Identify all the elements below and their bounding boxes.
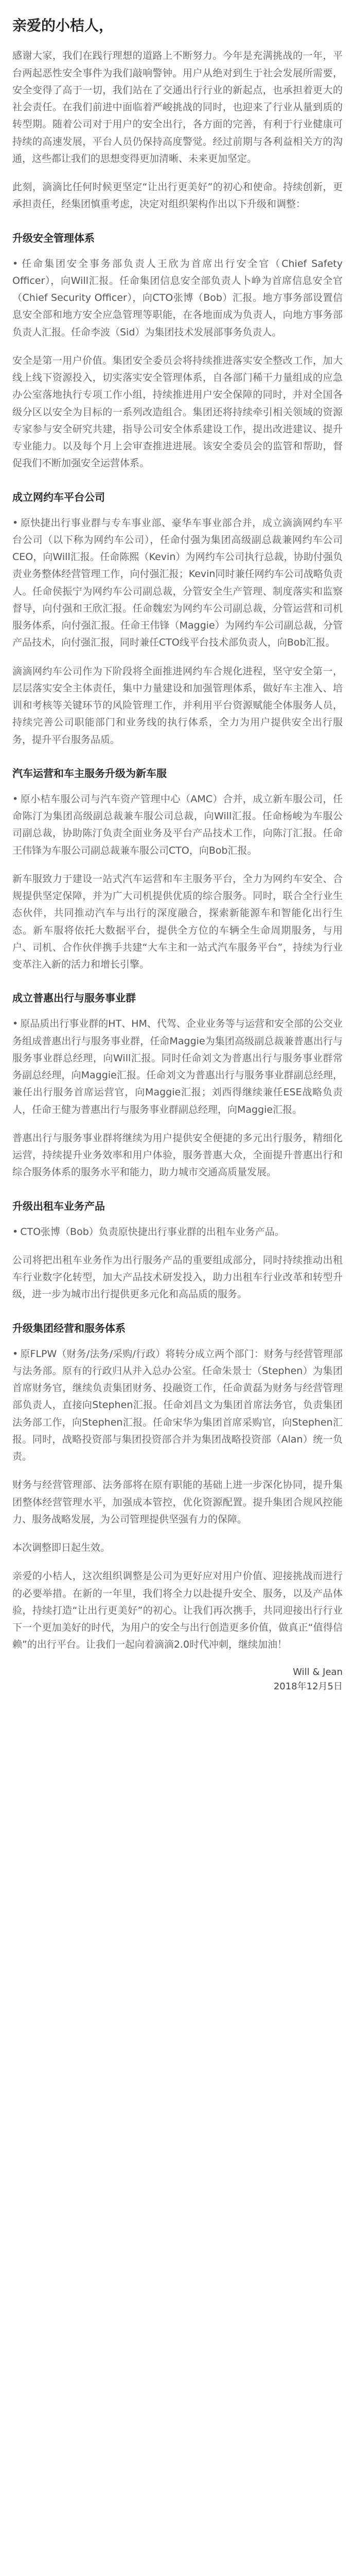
bullet-item — [12, 1346, 343, 1466]
intro-paragraph-2: 此刻，滴滴比任何时候更坚定“让出行更美好”的初心和使命。持续创新，更承担责任，经集团慎重考虑，决定对组织架构作出以下升级和调整： — [12, 181, 343, 210]
section-taxi — [12, 1199, 343, 1303]
closing-effective: 本次调整即日起生效。 — [12, 1542, 111, 1554]
bullet-dot: • — [12, 258, 19, 269]
bullet-item — [12, 256, 343, 341]
signature-names: Will & Jean — [293, 1666, 343, 1677]
section-title: 升级安全管理体系 — [12, 231, 95, 244]
signature-date: 2018年12月5日 — [273, 1681, 343, 1692]
bullet-dot: • — [12, 1226, 19, 1238]
bullet-item — [12, 791, 343, 859]
section-paragraph: 公司将把出租车业务作为出行服务产品的重要组成部分，同时持续推动出租车行业数字化转型，加大产品技术研发投入，助力出租车行业改革和转型升级，进一步为城市出行提供更多元化和高品质的服务。 — [12, 1254, 343, 1300]
bullet-dot: • — [12, 793, 19, 805]
intro-paragraph-1: 感谢大家，我们在践行理想的道路上不断努力。今年是充满挑战的一年，平台两起恶性安全事件为我们敲响警钟。用户从绝对到生于社会发展所需要，安全变得了高于一切，我们站在了交通出行行业的新起点，也承担着更大的社会责任。在我们前进中面临着严峻挑战的同时，也迎来了行业从量到质的转型期。随着公司对于用户的安全出行，各方面的完善，有利于行业健康可持续的高速发展，平台人员仍保持高度警觉。经过前期与各利益相关方的沟通，这些都让我们的思想变得更加清晰、未来更加坚定。 — [12, 50, 343, 164]
bullet-text: CTO张博（Bob）负责原快捷出行事业群的出租车业务产品。 — [20, 1226, 285, 1238]
bullet-text: 原FLPW（财务/法务/采购/行政）将转分成立两个部门：财务与经营管理部与法务部。原有的行政归从并入总办公室。任命朱景士（Stephen）为集团首席财务官，继续负责集团财务、投融资工作，任命黄磊为财务与经营管理部负责人，直接向Stephen汇报。任命刘昌文为集团首席法务官，负责集团法务部工作，向Stephen汇报。任命宋华为集团首席采购官，向Stephen汇报。同时，战略投资部与集团投资部合并为集团战略投资部（Alan）统一负责。 — [12, 1348, 343, 1463]
bullet-dot: • — [12, 517, 19, 529]
section-paragraph: 普惠出行与服务事业群将继续为用户提供安全便捷的多元出行服务，精细化运营，持续提升业务效率和用户体验，服务普惠大众，全面提升普惠出行和综合服务体系的服务水平和能力，助力城市交通高质量发展。 — [12, 1132, 343, 1178]
section-title: 汽车运营和车主服务升级为新车服 — [12, 767, 167, 779]
section-title: 成立网约车平台公司 — [12, 490, 105, 503]
bullet-dot: • — [12, 1348, 19, 1360]
bullet-text: 原快捷出行事业群与专车事业部、豪华车事业部合并，成立滴滴网约车平台公司（以下称为网约车公司），任命付强为集团高级副总裁兼网约车公司CEO，向Will汇报。任命陈熙（Kevin）为网约车公司执行总裁，协助付强负责业务整体经营管理工作，向付强汇报；Kevin同时兼任网约车公司战略负责人。任命侯振宁为网约车公司副总裁，分管安全生产管理、制度落实和监察督导，向付强和王欣汇报。任命魏宏为网约车公司副总裁，分管运营和司机服务体系，向付强汇报。任命王伟锋（Maggie）为网约车公司副总裁，分管产品技术，向付强汇报，同时兼任CTO线平台技术部负责人，向Bob汇报。 — [12, 517, 343, 649]
section-title: 升级集团经营和服务体系 — [12, 1321, 126, 1334]
section-title: 成立普惠出行与服务事业群 — [12, 992, 136, 1005]
section-group-operations — [12, 1321, 343, 1529]
signature — [12, 1665, 343, 1695]
closing — [12, 1539, 343, 1654]
bullet-text: 原品质出行事业群的HT、HM、代驾、企业业务等与运营和安全部的公交业务组成普惠出行与服务事业群，任命Maggie为集团高级副总裁兼普惠出行与服务事业群总经理，向Will汇报。同时任命刘文为普惠出行与服务事业群常务副总经理，向Maggie汇报。任命刘文为普惠出行与服务事业群副总经理，兼任出行服务首席运营官，向Maggie汇报；刘西得继续兼任ESE战略负责人，任命王健为普惠出行与服务事业群副总经理，向Maggie汇报。 — [12, 1018, 343, 1115]
greeting: 亲爱的小桔人， — [12, 17, 114, 34]
bullet-item — [12, 1015, 343, 1118]
section-ride-hailing — [12, 490, 343, 749]
bullet-text: 任命集团安全事务部负责人王欣为首席出行安全官（Chief Safety Officer），向Will汇报。任命集团信息安全部负责人卜峥为首席信息安全官（Chief Security Officer），向CTO张博（Bob）汇报。地方事务部设置信息安全部和地方安全应急管理等职能，在各地面成为负责人，向地方事务部负责人汇报。任命李波（Sid）为集团技术发展部事务负责人。 — [12, 258, 343, 338]
section-paragraph: 新车服致力于建设一站式汽车运营和车主服务平台，全力为网约车安全、合规提供坚定保障，并为广大司机提供优质的综合服务。同时，联合全行业生态伙伴，共同推动汽车与出行的深度融合，探索新能源车和智能化出行生态。新车服将依托大数据平台，提供全方位的车辆全生命周期服务，与用户、司机、合作伙伴携手共建“大车主和一站式汽车服务平台”，持续为行业变革注入新的活力和增长引擎。 — [12, 873, 343, 971]
section-inclusive-travel — [12, 991, 343, 1181]
intro — [12, 47, 343, 213]
section-paragraph: 财务与经营管理部、法务部将在原有职能的基础上进一步深化协同，提升集团整体经营管理水平，加强成本管控，优化资源配置。提升集团合规风控能力、服务战略发展，为公司管理提供坚强有力的保障。 — [12, 1479, 343, 1525]
closing-paragraph: 亲爱的小桔人，这次组织调整是公司为更好应对用户价值、迎接挑战而进行的必要举措。在新的一年里，我们将全力以赴提升安全、服务，以及产品体验，持续打造“让出行更美好”的初心。让我们再次携手，共同迎接出行行业下一个更加美好的时代，为用户的安全与出行创造更多价值，做真正“值得信赖”的出行平台。让我们一起向着滴滴2.0时代冲刺，继续加油！ — [12, 1570, 343, 1651]
bullet-item — [12, 1224, 343, 1241]
section-car-service — [12, 766, 343, 974]
bullet-text: 原小桔车服公司与汽车资产管理中心（AMC）合并，成立新车服公司，任命陈汀为集团高级副总裁兼车服公司总裁，向Will汇报。任命杨峻为车服公司副总裁，协助陈汀负责全面业务及平台产品技术工作，向陈汀汇报。任命王伟锋为车服公司副总裁兼车服公司CTO，向Bob汇报。 — [12, 793, 343, 856]
bullet-dot: • — [12, 1018, 19, 1030]
section-paragraph: 滴滴网约车公司作为下阶段将全面推进网约车合规化进程，坚守安全第一，层层落实安全主体责任，集中力量建设和加强管理体系，做好车主准入、培训和考核等关键环节的风险管理工作，并利用平台资源赋能全体服务人员，持续完善公司职能部门和业务线的执行体系，全力为用户提供安全出行服务，提升平台服务品质。 — [12, 665, 343, 745]
bullet-item — [12, 515, 343, 652]
section-paragraph: 安全是第一用户价值。集团安全委员会将持续推进落实安全整改工作，加大线上线下资源投入，切实落实安全管理体系，自各部门稀干力量组成的应急办公室落地执行专项工作小组，持续推进用户安全保障的同时，并对全国各级分区以安全为目标的一系列改造组合。集团还将持续牵引相关领域的资源专家参与安全研究共建，指导公司安全体系建设工作，提出改进建议、提升专业能力。以及每个月上会审查推进进展。该安全委员会的监管和帮助，督促我们不断加强安全运营体系。 — [12, 354, 343, 469]
section-safety — [12, 231, 343, 472]
section-title: 升级出租车业务产品 — [12, 1199, 105, 1212]
